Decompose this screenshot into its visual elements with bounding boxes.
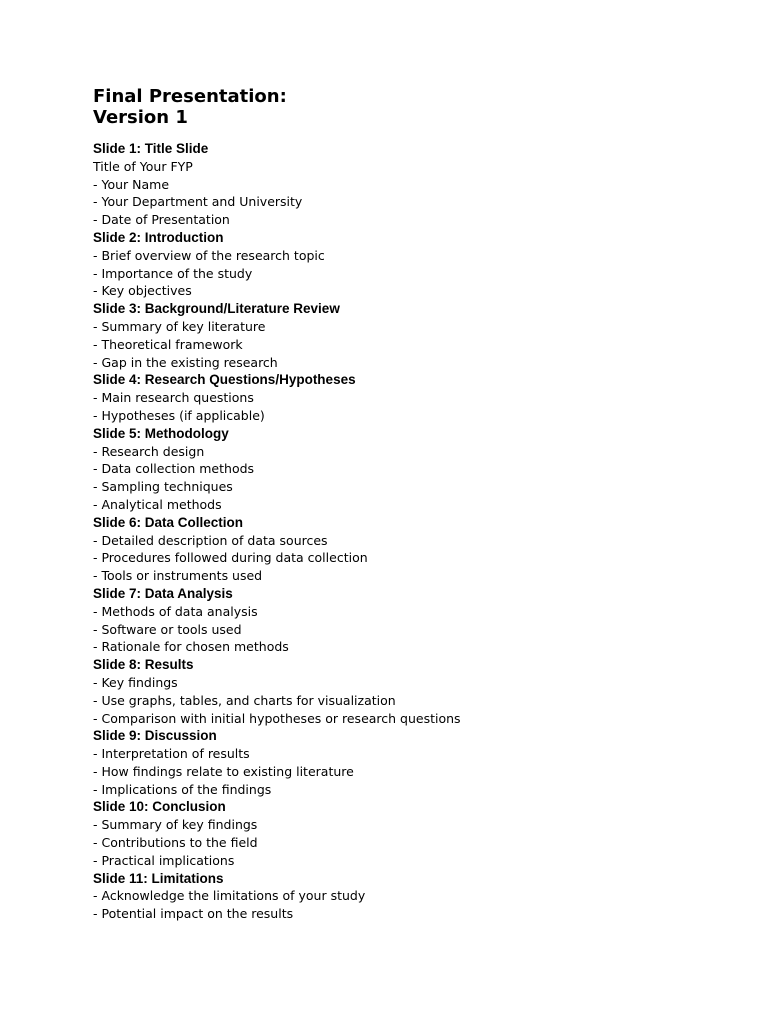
- slide-section: [93, 371, 733, 424]
- slide-bullet: - Analytical methods: [93, 496, 222, 512]
- slide-bullet: Title of Your FYP: [93, 158, 193, 174]
- slide-bullet: - Data collection methods: [93, 461, 255, 477]
- slide-heading: Slide 10: Conclusion: [93, 799, 226, 815]
- slide-section: [93, 514, 733, 585]
- slide-section: [93, 798, 733, 869]
- slide-bullet: - Key findings: [93, 674, 178, 690]
- slide-heading: Slide 7: Data Analysis: [93, 585, 233, 601]
- slide-bullet: - Contributions to the field: [93, 835, 258, 851]
- slide-bullet: - Practical implications: [93, 852, 235, 868]
- slide-bullet: - Interpretation of results: [93, 746, 250, 762]
- slide-outline: [93, 140, 733, 923]
- slide-bullet: - Research design: [93, 443, 205, 459]
- slide-heading: Slide 11: Limitations: [93, 870, 224, 886]
- document-title-line-1: Final Presentation:: [93, 86, 287, 107]
- document-title-line-2: Version 1: [93, 107, 188, 128]
- slide-bullet: - Main research questions: [93, 390, 254, 406]
- slide-heading: Slide 8: Results: [93, 657, 194, 673]
- slide-bullet: - Summary of key literature: [93, 318, 266, 334]
- slide-bullet: - Acknowledge the limitations of your study: [93, 888, 366, 904]
- slide-bullet: - Detailed description of data sources: [93, 532, 328, 548]
- slide-bullet: - Your Department and University: [93, 194, 303, 210]
- slide-bullet: - Comparison with initial hypotheses or research questions: [93, 710, 461, 726]
- slide-section: [93, 140, 733, 229]
- slide-section: [93, 425, 733, 514]
- slide-bullet: - Software or tools used: [93, 621, 242, 637]
- slide-heading: Slide 2: Introduction: [93, 229, 224, 245]
- slide-bullet: - Implications of the findings: [93, 781, 272, 797]
- slide-section: [93, 656, 733, 727]
- slide-bullet: - Rationale for chosen methods: [93, 639, 289, 655]
- slide-bullet: - Theoretical framework: [93, 336, 243, 352]
- slide-section: [93, 727, 733, 798]
- slide-section: [93, 585, 733, 656]
- slide-heading: Slide 3: Background/Literature Review: [93, 301, 340, 317]
- slide-bullet: - Brief overview of the research topic: [93, 247, 325, 263]
- document-title: [93, 86, 733, 128]
- slide-section: [93, 300, 733, 371]
- slide-bullet: - Gap in the existing research: [93, 354, 278, 370]
- slide-bullet: - Tools or instruments used: [93, 568, 263, 584]
- slide-bullet: - Potential impact on the results: [93, 906, 294, 922]
- slide-bullet: - Importance of the study: [93, 265, 253, 281]
- slide-bullet: - Key objectives: [93, 283, 192, 299]
- slide-bullet: - Summary of key findings: [93, 817, 258, 833]
- slide-heading: Slide 6: Data Collection: [93, 514, 244, 530]
- slide-bullet: - How findings relate to existing literature: [93, 763, 354, 779]
- slide-bullet: - Use graphs, tables, and charts for visualization: [93, 692, 396, 708]
- slide-bullet: - Your Name: [93, 176, 170, 192]
- slide-bullet: - Hypotheses (if applicable): [93, 407, 265, 423]
- slide-bullet: - Methods of data analysis: [93, 603, 258, 619]
- slide-section: [93, 870, 733, 923]
- slide-heading: Slide 4: Research Questions/Hypotheses: [93, 372, 356, 388]
- slide-heading: Slide 1: Title Slide: [93, 141, 209, 156]
- document-page: [93, 86, 733, 923]
- slide-bullet: - Date of Presentation: [93, 212, 230, 228]
- slide-bullet: - Sampling techniques: [93, 479, 233, 495]
- slide-heading: Slide 9: Discussion: [93, 728, 217, 744]
- slide-bullet: - Procedures followed during data collection: [93, 550, 368, 566]
- slide-section: [93, 229, 733, 300]
- slide-heading: Slide 5: Methodology: [93, 425, 229, 441]
